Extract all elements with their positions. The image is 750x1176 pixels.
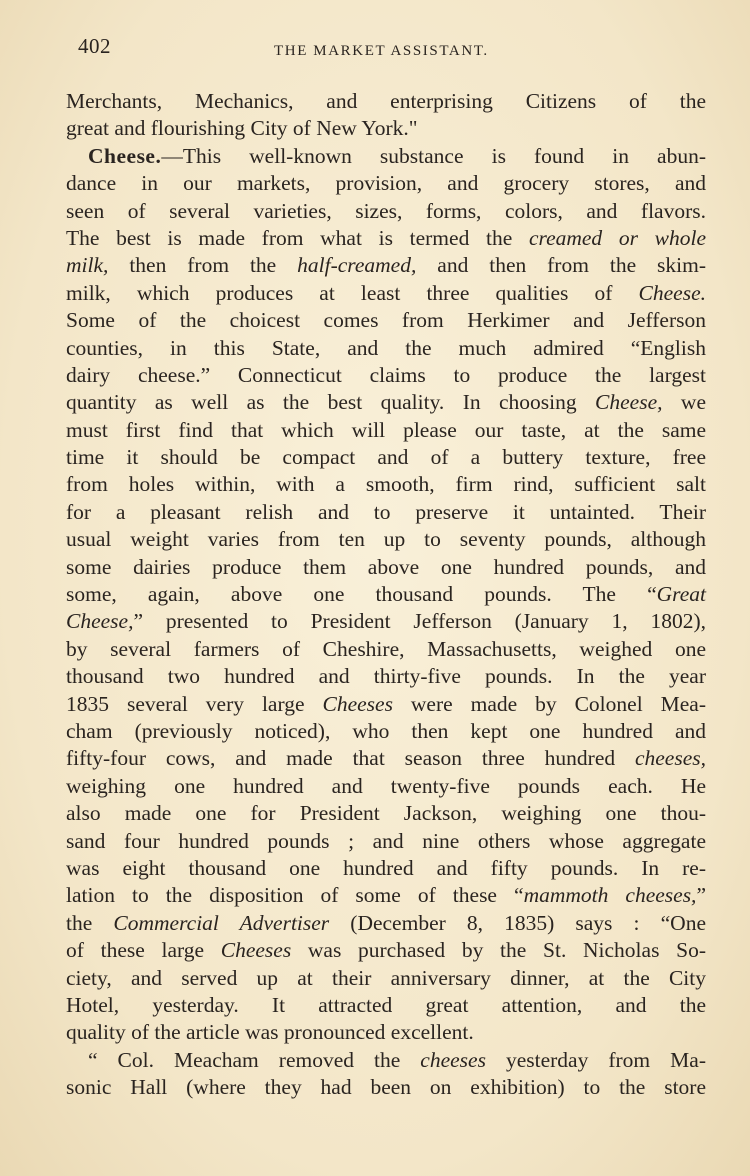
text-segment: some, again, above one thousand pounds. The “ xyxy=(66,582,657,607)
text-line xyxy=(66,882,706,909)
text-segment: great and flourishing City of New York." xyxy=(66,116,418,141)
text-segment: —This well-known substance is found in abun- xyxy=(161,143,706,168)
italic-text: Cheeses xyxy=(220,938,292,963)
text-segment: “ Col. Meacham removed the xyxy=(88,1047,421,1072)
text-line xyxy=(66,691,706,718)
text-segment: 1835 several very large xyxy=(66,691,323,716)
text-segment: ” xyxy=(696,883,706,908)
text-segment: dairy cheese.” Connecticut claims to produce the largest xyxy=(66,362,706,387)
italic-text: Cheese. xyxy=(638,280,706,305)
text-line xyxy=(66,800,706,827)
text-segment: we xyxy=(662,390,706,415)
text-segment: quantity as well as the best quality. In choosing xyxy=(66,390,596,415)
text-segment: for a pleasant relish and to preserve it untainted. Their xyxy=(66,499,706,524)
running-head: THE MARKET ASSISTANT. xyxy=(274,43,489,59)
text-line xyxy=(66,855,706,882)
text-segment: Hotel, yesterday. It attracted great attention, and the xyxy=(66,992,706,1017)
text-line xyxy=(66,581,706,608)
text-line xyxy=(66,554,706,581)
text-segment: some dairies produce them above one hundred pounds, and xyxy=(66,554,706,579)
text-line xyxy=(66,444,706,471)
italic-text: cheeses xyxy=(420,1047,486,1072)
text-segment: was eight thousand one hundred and fifty pounds. In re- xyxy=(66,855,706,880)
text-segment: sand four hundred pounds ; and nine others whose aggregate xyxy=(66,828,706,853)
text-line xyxy=(66,718,706,745)
text-line xyxy=(66,143,706,170)
text-line xyxy=(66,828,706,855)
text-line xyxy=(66,636,706,663)
text-segment: was purchased by the St. Nicholas So- xyxy=(291,938,706,963)
text-segment: fifty-four cows, and made that season three hundred xyxy=(66,746,635,771)
italic-text: Commercial Advertiser xyxy=(113,910,330,935)
text-segment: quality of the article was pronounced excellent. xyxy=(66,1020,474,1045)
text-line xyxy=(66,499,706,526)
text-segment: then from the xyxy=(108,253,298,278)
text-segment: of these large xyxy=(66,938,221,963)
italic-text: Cheese, xyxy=(66,609,134,634)
text-segment: also made one for President Jackson, weighing one thou- xyxy=(66,801,706,826)
text-line xyxy=(66,362,706,389)
text-segment: ” presented to President Jefferson (January 1, 1802), xyxy=(133,609,706,634)
text-line xyxy=(66,280,706,307)
italic-text: half-creamed, xyxy=(297,253,417,278)
text-line xyxy=(66,992,706,1019)
text-segment: yesterday from Ma- xyxy=(485,1047,706,1072)
text-segment: seen of several varieties, sizes, forms, colors, and flavors. xyxy=(66,198,706,223)
text-segment: from holes within, with a smooth, firm rind, sufficient salt xyxy=(66,472,706,497)
page-header xyxy=(78,34,710,64)
italic-text: creamed or whole xyxy=(528,225,707,250)
text-segment: counties, in this State, and the much admired “English xyxy=(66,335,706,360)
text-line xyxy=(66,252,706,279)
text-segment: usual weight varies from ten up to seventy pounds, although xyxy=(66,527,706,552)
text-segment: (December 8, 1835) says : “One xyxy=(329,910,706,935)
text-segment: dance in our markets, provision, and grocery stores, and xyxy=(66,171,706,196)
text-line xyxy=(66,1047,706,1074)
text-segment: by several farmers of Cheshire, Massachusetts, weighed one xyxy=(66,636,706,661)
text-line xyxy=(66,198,706,225)
text-line xyxy=(66,417,706,444)
italic-text: milk, xyxy=(66,253,109,278)
italic-text: Cheese, xyxy=(595,390,663,415)
text-line xyxy=(66,910,706,937)
text-segment: thousand two hundred and thirty-five pounds. In the year xyxy=(66,664,706,689)
text-segment: time it should be compact and of a buttery texture, free xyxy=(66,445,706,470)
entry-heading: Cheese. xyxy=(88,143,162,168)
text-segment: sonic Hall (where they had been on exhibition) to the store xyxy=(66,1075,706,1100)
text-segment: Merchants, Mechanics, and enterprising Citizens of the xyxy=(66,89,706,113)
text-segment: were made by Colonel Mea- xyxy=(392,691,706,716)
text-line xyxy=(66,1074,706,1101)
text-segment: The best is made from what is termed the xyxy=(66,225,529,250)
text-line xyxy=(66,608,706,635)
text-line xyxy=(66,389,706,416)
body-text xyxy=(66,88,706,1101)
text-line xyxy=(66,937,706,964)
italic-text: mammoth cheeses, xyxy=(523,883,697,908)
text-segment: cham (previously noticed), who then kept one hundred and xyxy=(66,718,706,743)
text-segment: ciety, and served up at their anniversary dinner, at the City xyxy=(66,965,706,990)
text-segment: milk, which produces at least three qualities of xyxy=(66,280,639,305)
text-line xyxy=(66,526,706,553)
text-line xyxy=(66,745,706,772)
text-segment: lation to the disposition of some of these “ xyxy=(66,883,524,908)
text-line xyxy=(66,335,706,362)
text-line xyxy=(66,663,706,690)
italic-text: cheeses, xyxy=(634,746,706,771)
text-segment: must first find that which will please our taste, at the same xyxy=(66,417,706,442)
text-line xyxy=(66,1019,706,1046)
text-line xyxy=(66,170,706,197)
text-line xyxy=(66,773,706,800)
text-line xyxy=(66,88,706,115)
text-segment: and then from the skim- xyxy=(416,253,707,278)
text-line xyxy=(66,471,706,498)
text-line xyxy=(66,115,706,142)
text-line xyxy=(66,965,706,992)
italic-text: Great xyxy=(656,582,706,607)
italic-text: Cheeses xyxy=(322,691,393,716)
text-line xyxy=(66,307,706,334)
text-segment: the xyxy=(66,910,114,935)
text-segment: weighing one hundred and twenty-five pounds each. He xyxy=(66,773,706,798)
page-number: 402 xyxy=(78,34,111,58)
text-line xyxy=(66,225,706,252)
text-segment: Some of the choicest comes from Herkimer and Jefferson xyxy=(66,308,706,333)
